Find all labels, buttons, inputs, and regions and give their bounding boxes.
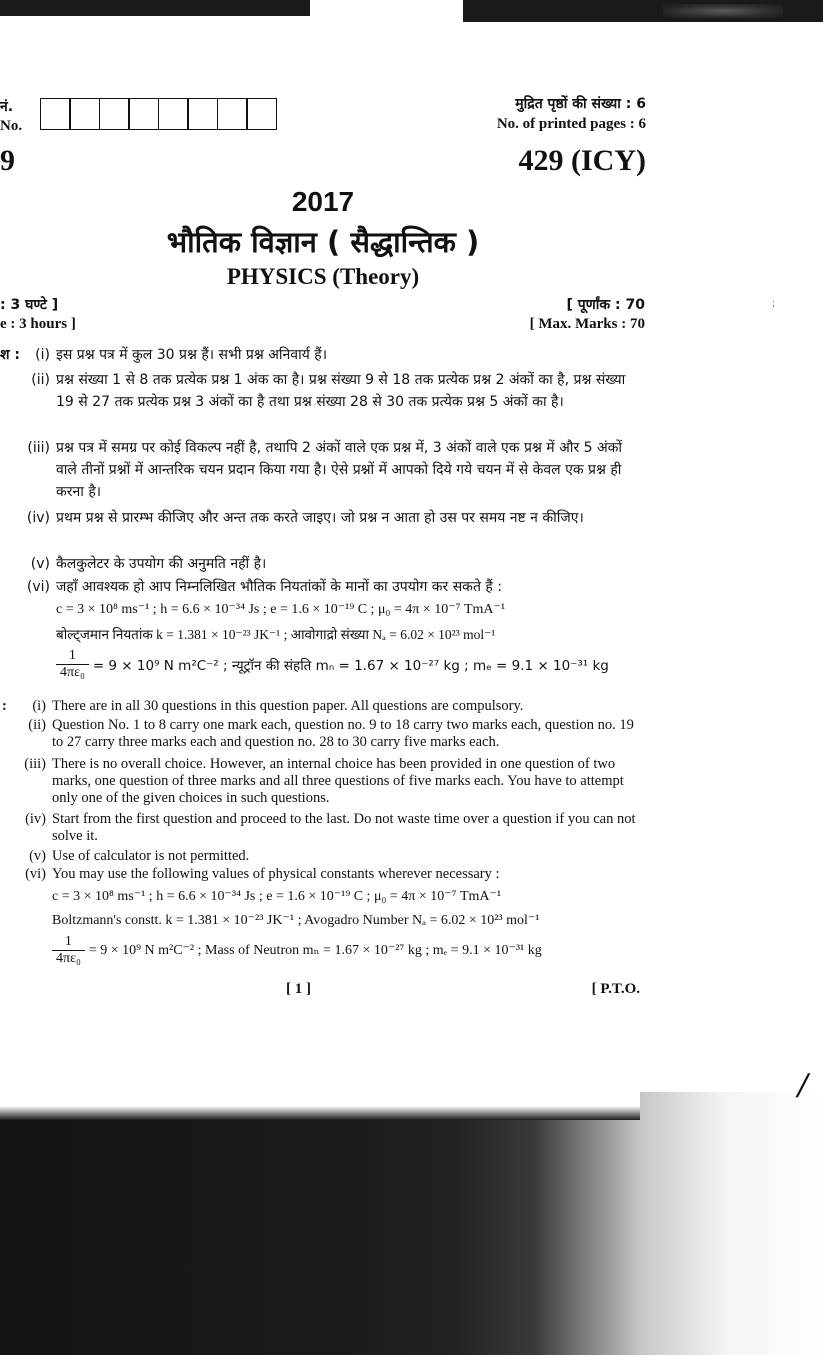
subject-title-english: PHYSICS (Theory) [226, 264, 420, 289]
instruction-number: (v) [29, 848, 46, 864]
roll-box[interactable] [217, 98, 248, 130]
pto-label: [ P.T.O. [591, 981, 640, 997]
instruction-number: (ii) [28, 717, 46, 733]
printed-pages-english: No. of printed pages : 6 [496, 116, 646, 132]
roll-box[interactable] [246, 98, 277, 130]
max-marks [530, 296, 645, 334]
instruction-number: (v) [30, 556, 50, 572]
time-english: e : 3 hours ] [0, 316, 76, 332]
printed-pages-hindi: मुद्रित पृष्ठों की संख्या : 6 [515, 96, 646, 112]
instruction-number: (i) [35, 347, 50, 363]
roll-number-boxes[interactable] [41, 98, 277, 130]
fraction [52, 934, 85, 967]
instruction-text: There is no overall choice. However, an internal choice has been provided in one question of two marks, one question of three marks and all three questions of five marks each. You have to attempt only one of the given choices in such questions. [52, 756, 624, 806]
scan-shadow-top-left [0, 0, 310, 16]
roll-number-label [0, 98, 22, 136]
roll-box[interactable] [128, 98, 159, 130]
marks-english: [ Max. Marks : 70 [529, 316, 645, 332]
fraction-denominator: 4πε₀ [60, 665, 85, 680]
constants-text: = 9 × 10⁹ N m²C⁻² ; न्यूट्रॉन की संहति mₙ = 1.67 × 10⁻²⁷ kg ; mₑ = 9.1 × 10⁻³¹ kg [92, 657, 609, 674]
scan-shadow-top-right [463, 0, 823, 22]
fraction [56, 648, 89, 681]
roll-box[interactable] [69, 98, 100, 130]
time-hindi: : 3 घण्टे ] [0, 297, 59, 313]
english-constants-line-1: c = 3 × 10⁸ ms⁻¹ ; h = 6.6 × 10⁻³⁴ Js ; e = 1.6 × 10⁻¹⁹ C ; μ₀ = 4π × 10⁻⁷ TmA⁻¹ [52, 889, 502, 904]
fraction-numerator: 1 [56, 648, 89, 665]
paper-code: 429 (ICY) [518, 144, 646, 177]
page-number: [ 1 ] [286, 981, 311, 997]
hindi-instructions-label: श : [0, 347, 20, 363]
paper-code-left: 9 [0, 144, 15, 177]
instruction-text: Question No. 1 to 8 carry one mark each, question no. 9 to 18 carry two marks each, question no. 19 to 27 carry three marks each and question no. 28 to 30 carry five marks each. [52, 717, 634, 750]
instruction-text: प्रश्न संख्या 1 से 8 तक प्रत्येक प्रश्न 1 अंक का है। प्रश्न संख्या 9 से 18 तक प्रत्येक प्रश्न 2 अंकों का है, प्रश्न संख्या 19 से 27 तक प्रत्येक प्रश्न 3 अंकों का है तथा प्रश्न संख्या 28 से 30 तक प्रत्येक प्रश्न 5 अंकों का है। [56, 372, 626, 410]
english-constants-line-2: Boltzmann's constt. k = 1.381 × 10⁻²³ JK⁻¹ ; Avogadro Number Nₐ = 6.02 × 10²³ mol⁻¹ [52, 913, 540, 928]
instruction-number: (vi) [26, 579, 50, 595]
fraction-denominator: 4πε₀ [56, 951, 81, 966]
roll-box[interactable] [187, 98, 218, 130]
hindi-constants-line-3 [56, 648, 609, 681]
roll-label-english: No. [0, 118, 23, 134]
instruction-number: (iii) [27, 440, 50, 456]
scan-shadow-bottom [0, 1092, 823, 1355]
instruction-number: (i) [32, 698, 46, 714]
scan-mark: / [794, 1065, 812, 1105]
instruction-text: There are in all 30 questions in this question paper. All questions are compulsory. [52, 698, 524, 714]
instruction-number: (ii) [31, 372, 50, 388]
roll-box[interactable] [40, 98, 71, 130]
instruction-number: (iv) [26, 510, 50, 526]
fraction-numerator: 1 [52, 934, 85, 951]
instruction-text: जहाँ आवश्यक हो आप निम्नलिखित भौतिक नियतांकों के मानों का उपयोग कर सकते हैं : [56, 579, 502, 595]
instruction-text: You may use the following values of physical constants wherever necessary : [52, 866, 500, 882]
instruction-text: प्रश्न पत्र में समग्र पर कोई विकल्प नहीं है, तथापि 2 अंकों वाले एक प्रश्न में, 3 अंकों वाले एक प्रश्न में और 5 अंकों वाले तीनों प्रश्नों में आन्तरिक चयन प्रदान किया गया है। ऐसे प्रश्नों में आपको दिये गये चयन में से केवल एक प्रश्न ही करना है। [56, 440, 623, 500]
printed-pages [497, 94, 646, 134]
instruction-number: (iv) [25, 811, 46, 827]
english-instructions-label: : [2, 698, 7, 714]
instruction-text: Start from the first question and proceed to the last. Do not waste time over a question if you can not solve it. [52, 811, 636, 844]
scan-mark: ; [772, 298, 775, 309]
marks-hindi: [ पूर्णांक : 70 [566, 297, 645, 313]
hindi-constants-line-1: c = 3 × 10⁸ ms⁻¹ ; h = 6.6 × 10⁻³⁴ Js ; e = 1.6 × 10⁻¹⁹ C ; μ₀ = 4π × 10⁻⁷ TmA⁻¹ [56, 602, 506, 617]
instruction-number: (vi) [25, 866, 46, 882]
instruction-number: (iii) [24, 756, 46, 772]
scan-shadow-bottom-edge [0, 1092, 640, 1120]
roll-label-hindi: नं. [0, 99, 14, 115]
instruction-text: Use of calculator is not permitted. [52, 848, 250, 864]
english-constants-line-3 [52, 934, 542, 967]
exam-year: 2017 [291, 186, 355, 217]
roll-box[interactable] [158, 98, 189, 130]
subject-title-hindi: भौतिक विज्ञान ( सैद्धान्तिक ) [166, 225, 480, 259]
instruction-text: प्रथम प्रश्न से प्रारम्भ कीजिए और अन्त तक करते जाइए। जो प्रश्न न आता हो उस पर समय नष्ट न कीजिए। [56, 510, 584, 526]
hindi-constants-line-2: बोल्ट्जमान नियतांक k = 1.381 × 10⁻²³ JK⁻¹ ; आवोगाद्रो संख्या Nₐ = 6.02 × 10²³ mol⁻¹ [56, 627, 496, 642]
instruction-text: कैलकुलेटर के उपयोग की अनुमति नहीं है। [56, 556, 267, 572]
time-allowed [0, 296, 76, 334]
roll-box[interactable] [99, 98, 130, 130]
instruction-text: इस प्रश्न पत्र में कुल 30 प्रश्न हैं। सभी प्रश्न अनिवार्य हैं। [56, 347, 328, 363]
constants-text: = 9 × 10⁹ N m²C⁻² ; Mass of Neutron mₙ = 1.67 × 10⁻²⁷ kg ; mₑ = 9.1 × 10⁻³¹ kg [88, 943, 542, 958]
